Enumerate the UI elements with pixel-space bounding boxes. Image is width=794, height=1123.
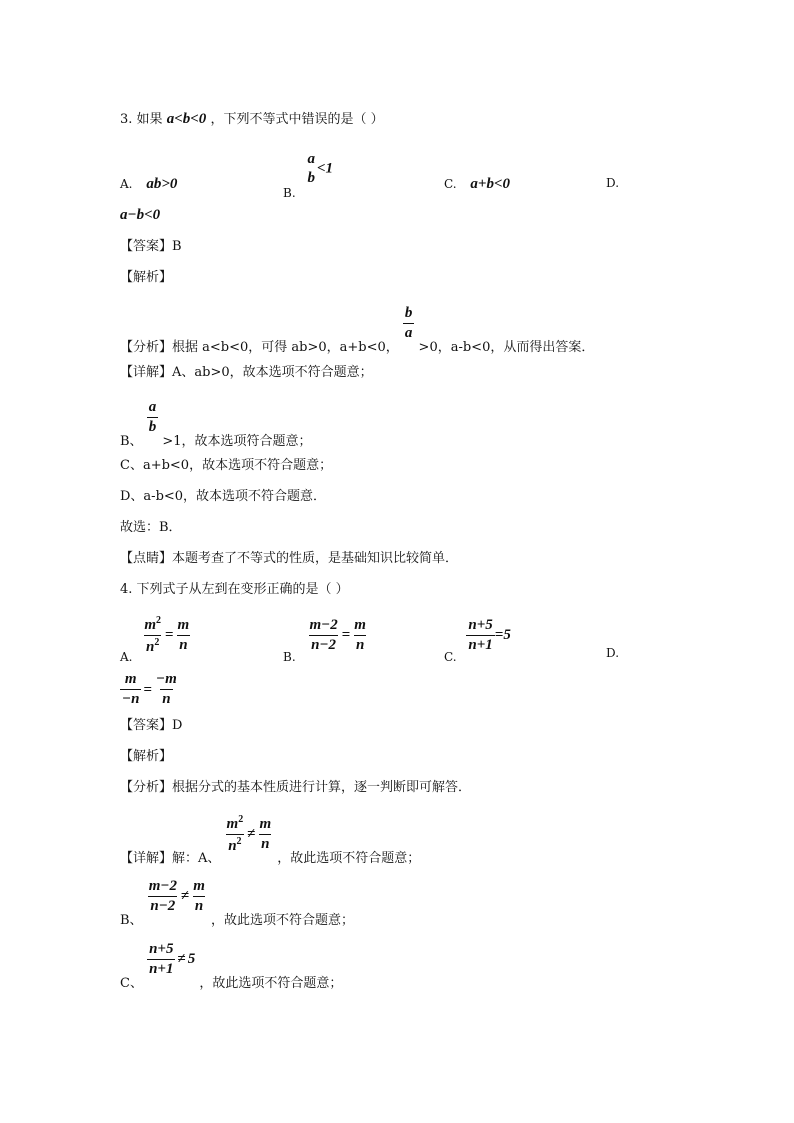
q3-condition: a<b<0 (166, 111, 207, 127)
q3-detail-d: D、a-b<0，故本选项不符合题意． (120, 489, 327, 504)
q4-option-b: B. $\frac{m-2}{n-2}$ = $\frac{m}{n}$ (283, 617, 366, 664)
q3-detail-c: C、a+b<0，故本选项不符合题意； (120, 458, 333, 473)
q3-fenxi: 【分析】根据 a<b<0，可得 ab>0，a+b<0， $\frac{b}{a}$ >0，a-b<0，从而得出答案． (120, 305, 595, 355)
q4-stem: 4. 下列式子从左到在变形正确的是（ ） (120, 582, 349, 597)
q4-detail-b: B、 $\frac{m-2}{n-2}$ ≠ $\frac{m}{n}$ ，故此选项不符合题意； (120, 878, 355, 928)
q3-detail-b: B、 $\frac{a}{b}$ >1，故本选项符合题意； (120, 399, 312, 449)
q3-option-d-expr: a−b<0 (120, 207, 161, 223)
q4-option-a: A. $\frac{m^2}{n^2}$ = $\frac{m}{n}$ (120, 615, 190, 664)
q3-option-d-label: D. (606, 176, 620, 190)
q3-option-a: A. ab>0 (120, 176, 178, 192)
q3-option-b: B. a b <1 (283, 151, 334, 200)
q3-comment: 【点睛】本题考查了不等式的性质，是基础知识比较简单． (120, 551, 459, 566)
q3-analysis-heading: 【解析】 (120, 270, 173, 285)
q4-option-c: C. $\frac{n+5}{n+1}$ =5 (444, 617, 511, 664)
q4-analysis-heading: 【解析】 (120, 749, 173, 764)
q4-detail-c: C、 $\frac{n+5}{n+1}$ ≠ 5 ，故此选项不符合题意； (120, 941, 343, 991)
q4-fenxi: 【分析】根据分式的基本性质进行计算，逐一判断即可解答． (120, 780, 472, 795)
q4-detail-a: 【详解】解：A、 $\frac{m^2}{n^2}$ ≠ $\frac{m}{n}$ ，故此选项不符合题意； (120, 814, 421, 866)
q3-choose: 故选：B． (120, 520, 182, 535)
q4-option-d-label: D. (606, 646, 620, 660)
q4-answer: 【答案】D (120, 718, 183, 733)
q4-option-d-expr: $\frac{m}{-n}$ = $\frac{-m}{n}$ (122, 671, 177, 707)
q3-stem: 3. 如果 a<b<0 ，下列不等式中错误的是（ ） (120, 111, 384, 127)
q3-detail-a: 【详解】A、ab>0，故本选项不符合题意； (120, 365, 373, 380)
q3-answer: 【答案】B (120, 239, 182, 254)
q3-option-c: C. a+b<0 (444, 176, 511, 192)
